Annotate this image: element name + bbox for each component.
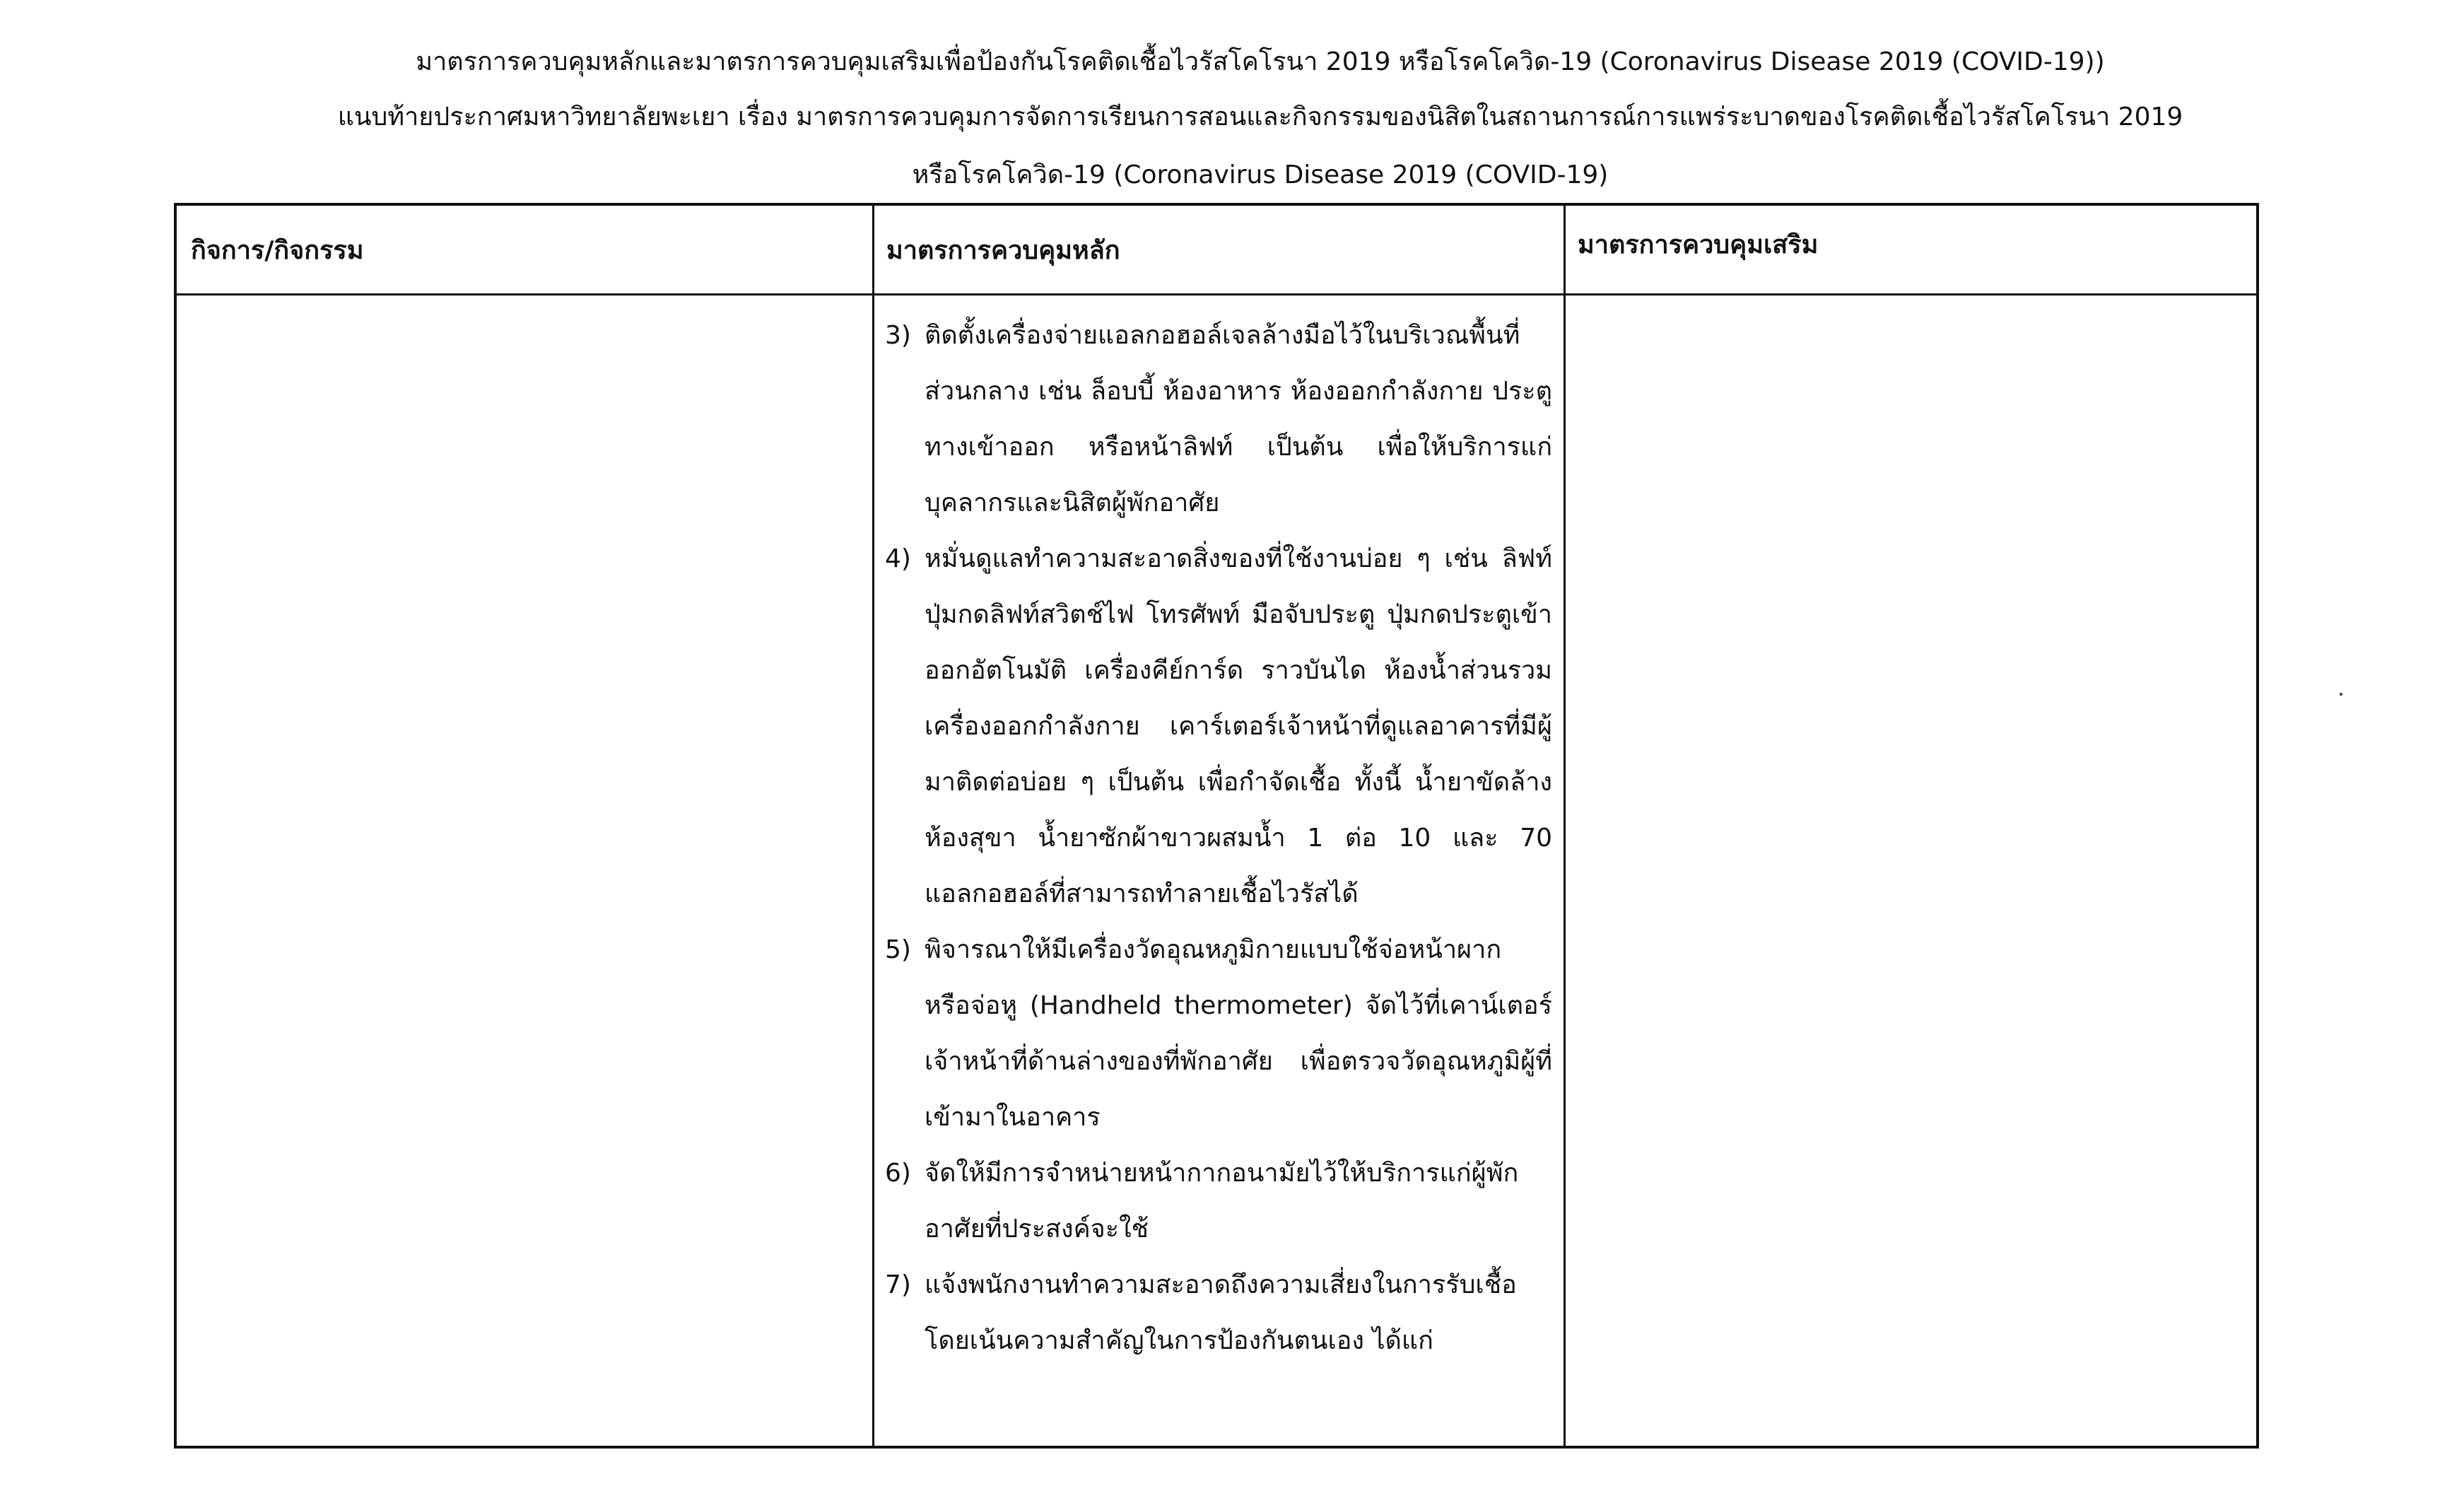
column-header-activity: กิจการ/กิจกรรม bbox=[191, 236, 364, 265]
list-item bbox=[885, 308, 1552, 531]
column-divider bbox=[1564, 206, 1566, 1446]
main-measures-list bbox=[885, 308, 1552, 1369]
list-item bbox=[885, 531, 1552, 922]
item-text: จัดให้มีการจำหน่ายหน้ากากอนามัยไว้ให้บริการแก่ผู้พักอาศัยที่ประสงค์จะใช้ bbox=[925, 1159, 1519, 1244]
item-number: 3) bbox=[885, 321, 911, 350]
item-text: แจ้งพนักงานทำความสะอาดถึงความเสี่ยงในการรับเชื้อ โดยเน้นความสำคัญในการป้องกันตนเอง ได้แก่ bbox=[925, 1270, 1517, 1355]
column-header-main-measures: มาตรการควบคุมหลัก bbox=[886, 236, 1120, 265]
item-number: 5) bbox=[885, 935, 911, 964]
item-number: 4) bbox=[885, 544, 911, 573]
item-text: ติดตั้งเครื่องจ่ายแอลกอฮอล์เจลล้างมือไว้ในบริเวณพื้นที่ส่วนกลาง เช่น ล็อบบี้ ห้องอาหาร ห้องออกกำลังกาย ประตูทางเข้าออก หรือหน้าลิฟท์ เป็นต้น เพื่อให้บริการแก่บุคลากรและนิสิตผู้พักอาศัย bbox=[925, 321, 1552, 517]
document-title-line-1: มาตรการควบคุมหลักและมาตรการควบคุมเสริมเพื่อป้องกันโรคติดเชื้อไวรัสโคโรนา 2019 หรือโรคโควิด-19 (Coronavirus Disease 2019 (COVID-19)) bbox=[416, 47, 2105, 76]
item-number: 7) bbox=[885, 1270, 911, 1299]
column-divider bbox=[872, 206, 874, 1446]
column-header-supplementary-measures: มาตรการควบคุมเสริม bbox=[1578, 230, 1819, 259]
document-title-line-2: แนบท้ายประกาศมหาวิทยาลัยพะเยา เรื่อง มาตรการควบคุมการจัดการเรียนการสอนและกิจกรรมของนิสิตในสถานการณ์การแพร่ระบาดของโรคติดเชื้อไวรัสโคโรนา 2019 bbox=[337, 103, 2183, 131]
item-text: หมั่นดูแลทำความสะอาดสิ่งของที่ใช้งานบ่อย ๆ เช่น ลิฟท์ ปุ่มกดลิฟท์สวิตช์ไฟ โทรศัพท์ มือจับประตู ปุ่มกดประตูเข้าออกอัตโนมัติ เครื่องคีย์การ์ด ราวบันได ห้องน้ำส่วนรวม เครื่องออกกำลังกาย เคาร์เตอร์เจ้าหน้าที่ดูแลอาคารที่มีผู้มาติดต่อบ่อย ๆ เป็นต้น เพื่อกำจัดเชื้อ ทั้งนี้ น้ำยาขัดล้างห้องสุขา น้ำยาซักผ้าขาวผสมน้ำ 1 ต่อ 10 และ 70 แอลกอฮอล์ที่สามารถทำลายเชื้อไวรัสได้ bbox=[925, 544, 1552, 908]
header-row-divider bbox=[177, 293, 2256, 296]
document-title-line-3: หรือโรคโควิด-19 (Coronavirus Disease 2019 (COVID-19) bbox=[912, 160, 1609, 189]
scan-speck bbox=[2340, 693, 2342, 696]
item-text: พิจารณาให้มีเครื่องวัดอุณหภูมิกายแบบใช้จ่อหน้าผาก หรือจ่อหู (Handheld thermometer) จัดไว้ที่เคาน์เตอร์เจ้าหน้าที่ด้านล่างของที่พักอาศัย เพื่อตรวจวัดอุณหภูมิผู้ที่เข้ามาในอาคาร bbox=[925, 935, 1552, 1132]
list-item bbox=[885, 1145, 1552, 1257]
list-item bbox=[885, 1257, 1552, 1369]
measures-table bbox=[174, 203, 2259, 1449]
list-item bbox=[885, 922, 1552, 1145]
item-number: 6) bbox=[885, 1159, 911, 1188]
